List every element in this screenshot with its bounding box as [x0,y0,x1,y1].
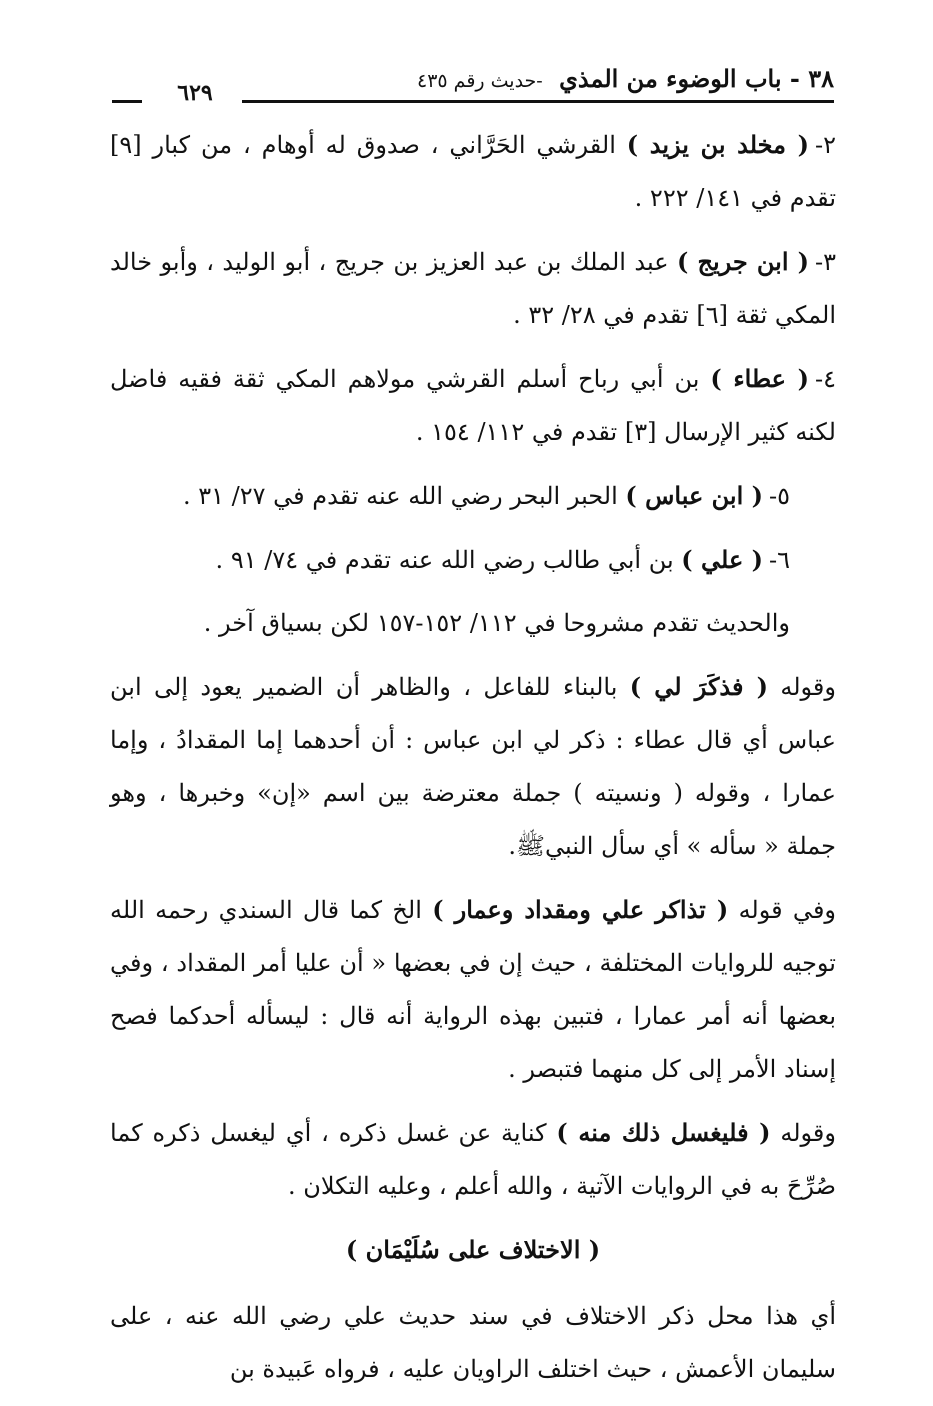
entry-number: ٤- [815,365,836,393]
narrator-entry [110,118,836,225]
entry-text: الحبر البحر رضي الله عنه تقدم في ٢٧/ ٣١ . [182,482,626,510]
commentary-paragraph [110,883,836,1096]
page-number-dash [116,100,142,103]
commentary-text: كناية عن غسل ذكره ، أي ليغسل ذكره كما صُرِّحَ به في الروايات الآتية ، والله أعلم ، وعليه التكلان . [110,1119,836,1200]
entry-number: ٥- [769,482,790,510]
note-text: والحديث تقدم مشروحا في ١١٢/ ١٥٢-١٥٧ لكن بسياق آخر . [203,609,790,637]
entry-text: عبد الملك بن عبد العزيز بن جريج ، أبو الوليد ، وأبو خالد المكي ثقة [٦] تقدم في ٢٨/ ٣٢ . [110,248,836,329]
header-title [417,64,834,93]
commentary-text: الخ كما قال السندي رحمه الله توجيه للروايات المختلفة ، حيث إن في بعضها « أن عليا أمر المقداد ، وفي بعضها أنه أمر عمارا ، فتبين بهذه الرواية أنه قال : ليسأله أحدكما فصح إسناد الأمر إلى كل منهما فتبصر . [110,896,836,1083]
narrator-entry [110,352,836,459]
commentary-lead: وقوله [770,1119,836,1147]
section-heading: ( الاختلاف على سُلَيْمَان ) [345,1235,601,1264]
commentary-lead: وقوله [767,673,836,701]
chapter-title: ٣٨ - باب الوضوء من المذي [559,64,834,93]
commentary-lead: وفي قوله [728,896,837,924]
narrator-entry [110,235,836,342]
entry-number: ٣- [815,248,836,276]
narrator-name: ( ابن عباس ) [625,481,763,510]
quoted-phrase: ( فليغسل ذلك منه ) [556,1118,771,1147]
entry-number: ٢- [815,131,836,159]
page-number: ٦٢٩ [177,80,213,106]
quoted-phrase: ( تذاكر علي ومقداد وعمار ) [432,895,729,924]
main-text [110,118,836,1406]
entry-number: ٦- [769,546,790,574]
quoted-phrase: ( فذكَرَ لي ) [629,672,768,701]
narrator-name: ( ابن جريج ) [676,247,809,276]
hadith-reference: -حديث رقم ٤٣٥ [417,70,543,92]
entry-text: بن أبي طالب رضي الله عنه تقدم في ٧٤/ ٩١ . [215,546,682,574]
commentary-paragraph [110,660,836,873]
entry-text: بن أبي رباح أسلم القرشي مولاهم المكي ثقة فقيه فاضل لكنه كثير الإرسال [٣] تقدم في ١١٢/ ١٥٤ . [110,365,836,446]
closing-paragraph: أي هذا محل ذكر الاختلاف في سند حديث علي رضي الله عنه ، على سليمان الأعمش ، حيث اختلف الراويان عليه ، فرواه عَبيدة بن [110,1302,836,1383]
commentary-text: بالبناء للفاعل ، والظاهر أن الضمير يعود إلى ابن عباس أي قال عطاء : ذكر لي ابن عباس : أن أحدهما إما المقدادُ ، وإما عمارا ، وقوله ( ونسيته ) جملة معترضة بين اسم «إن» وخبرها ، وهو جملة « سأله » أي سأل النبيﷺ. [110,673,836,860]
hadith-note [110,597,836,650]
commentary-paragraph [110,1106,836,1213]
narrator-name: ( مخلد بن يزيد ) [626,130,809,159]
narrator-name: ( عطاء ) [710,364,809,393]
narrator-entry [110,469,836,523]
narrator-entry [110,533,836,587]
narrator-name: ( علي ) [681,545,763,574]
entry-text: القرشي الحَرَّاني ، صدوق له أوهام ، من كبار [٩] تقدم في ١٤١/ ٢٢٢ . [110,131,836,212]
